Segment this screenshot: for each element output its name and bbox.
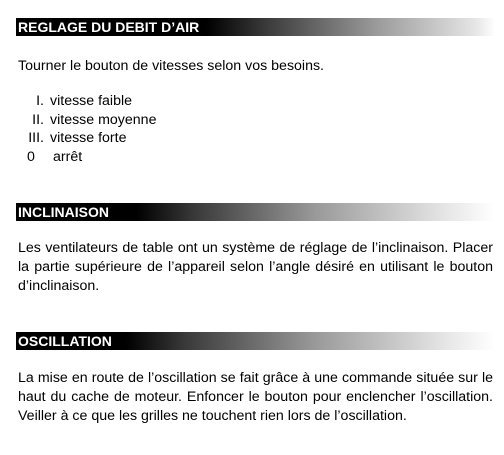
speed-label: arrêt — [53, 148, 83, 165]
speed-number: II. — [32, 111, 44, 128]
speed-number: 0 — [27, 148, 35, 165]
speed-list — [18, 92, 156, 166]
section-title: REGLAGE DU DEBIT D’AIR — [18, 19, 200, 35]
speed-label: vitesse faible — [50, 93, 133, 109]
section-header-tilt — [16, 203, 495, 221]
oscillation-text: La mise en route de l’oscillation se fait grâce à une commande située sur le haut du cache de moteur. Enfoncer le bouton pour enclencher l’oscillation. Veiller à ce que les grilles ne touchent rien lors de l’oscillation. — [18, 370, 493, 424]
speed-label: vitesse forte — [50, 130, 127, 146]
airflow-intro: Tourner le bouton de vitesses selon vos besoins. — [18, 58, 324, 74]
section-title: INCLINAISON — [18, 204, 109, 220]
speed-item — [18, 111, 156, 130]
speed-number: III. — [28, 130, 44, 146]
section-title: OSCILLATION — [18, 333, 112, 349]
speed-label: vitesse moyenne — [50, 111, 157, 128]
tilt-text: Les ventilateurs de table ont un système de réglage de l’inclinaison. Placer la partie supérieure de l’appareil selon l’angle désiré en utilisant le bouton d’inclinaison. — [18, 240, 493, 294]
speed-item — [18, 92, 156, 111]
section-header-airflow — [16, 18, 495, 36]
section-header-oscillation — [16, 332, 495, 350]
speed-number: I. — [36, 93, 44, 109]
speed-item — [18, 129, 156, 148]
speed-item — [18, 148, 156, 167]
